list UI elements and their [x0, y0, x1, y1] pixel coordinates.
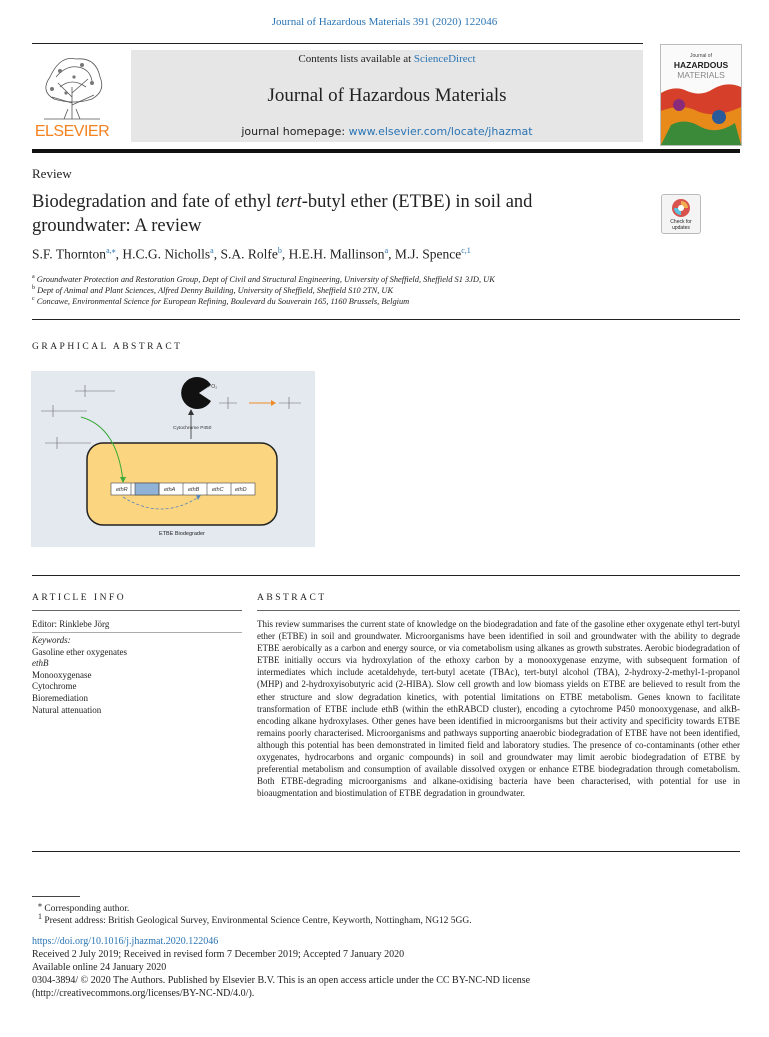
affiliation-text: Concawe, Environmental Science for European Refining, Boulevard du Souverain 165, 1160 Brussels, Belgium	[36, 296, 410, 306]
gene-label: ethD	[235, 487, 247, 493]
journal-cover-thumbnail[interactable]	[660, 44, 742, 146]
author-name[interactable]: S.F. Thornton	[32, 246, 107, 262]
keyword: ethB	[32, 658, 49, 669]
author-sup[interactable]: a,⁎	[106, 246, 116, 255]
keywords-list	[32, 635, 127, 716]
article-info-rule-2	[32, 632, 242, 633]
abstract-rule	[257, 610, 740, 611]
license-line-2[interactable]: (http://creativecommons.org/licenses/BY-NC-ND/4.0/).	[32, 988, 255, 999]
doi-link[interactable]: https://doi.org/10.1016/j.jhazmat.2020.122046	[32, 936, 219, 947]
homepage-prefix: journal homepage:	[241, 125, 349, 138]
footnote-text: Corresponding author.	[44, 904, 130, 915]
abstract-text: This review summarises the current state of knowledge on the biodegradation and fate of the gasoline ether oxygenate ethyl tert-butyl ether (ETBE) in soil and groundwater. Microorganisms have been identified in soil and groundwater with the ability to degrade ETBE aerobically as a carbon and energy source, or via cometabolism using alkanes as growth substrates. Aerobic biodegradation of ETBE initially occurs via hydroxylation of the ethoxy carbon by a monooxygenase enzyme, with subsequent formation of intermediates which include acetaldehyde, tert-butyl acetate (TBAc), tert-butyl alcohol (TBA), 2-hydroxy-2-methyl-1-propanol (MHP) and 2-hydroxyisobutyric acid (2-HIBA). Slow cell growth and low biomass yields on ETBE are believed to result from the ether structure and slow degradation kinetics, with potential limitations on ETBE metabolism. Genes known to facilitate transformation of ETBE include ethB (within the ethRABCD cluster), encoding a cytochrome P450 monooxygenase, and alkB-encoding alkane hydroxylases. Other genes have been identified in microorganisms but their activity and specificity towards ETBE remains poorly characterised. Microorganisms and pathways supporting anaerobic biodegradation of ETBE have not been identified, although this potential has been demonstrated in limited field and laboratory studies. The presence of co-contaminants (other ether oxygenates, hydrocarbons and organic compounds) in soil and groundwater may limit aerobic biodegradation of ETBE by preferential metabolism and consumption of available dissolved oxygen or enhance ETBE biodegradation through cometabolism. Both ETBE-degrading microorganisms and alkane-oxidising bacteria have been characterised, with potential for use in bioaugmentation and biostimulation of ETBE degradation in groundwater.	[257, 619, 740, 799]
sciencedirect-link[interactable]: ScienceDirect	[413, 53, 476, 65]
author-sup[interactable]: b	[277, 246, 282, 255]
editor-line: Editor: Rinklebe Jörg	[32, 619, 110, 629]
author-sup[interactable]: a	[210, 246, 214, 255]
gene-label: ethR	[116, 487, 128, 493]
affiliation-key: a	[32, 274, 35, 280]
footnote-text: Present address: British Geological Survey, Environmental Science Centre, Keyworth, Nottingham, NG12 5GG.	[44, 916, 472, 927]
etbe-pathway-diagram	[31, 371, 315, 547]
author-name[interactable]: H.C.G. Nicholls	[122, 246, 211, 262]
crossmark-line-2: updates	[672, 225, 690, 231]
header-rule-top	[32, 43, 643, 44]
affiliation-c	[32, 296, 409, 306]
affiliation-text: Groundwater Protection and Restoration Group, Dept of Civil and Structural Engineering, University of Sheffield, Sheffield S1 3JD, UK	[36, 274, 495, 284]
abstract-heading: ABSTRACT	[257, 593, 327, 603]
journal-reference[interactable]: Journal of Hazardous Materials 391 (2020) 122046	[271, 16, 498, 28]
header-rule-thick	[32, 149, 740, 153]
gene-label: ethC	[212, 487, 224, 493]
author-sup[interactable]: a	[384, 246, 389, 255]
journal-homepage-line	[131, 125, 643, 138]
cell-label: ETBE Biodegrader	[159, 531, 205, 537]
section-rule	[32, 319, 740, 320]
keywords-label: Keywords:	[32, 635, 71, 645]
keyword: Cytochrome	[32, 681, 77, 692]
cover-line-2: HAZARDOUS	[673, 60, 729, 70]
contents-prefix: Contents lists available at	[298, 53, 414, 65]
author-sup[interactable]: c,1	[461, 246, 471, 255]
section-rule	[32, 575, 740, 576]
title-part-2: -butyl ether (ETBE) in soil and groundwater: A review	[32, 192, 533, 236]
received-dates: Received 2 July 2019; Received in revised form 7 December 2019; Accepted 7 January 2020	[32, 949, 405, 960]
author-name[interactable]: M.J. Spence	[394, 246, 462, 262]
license-line-1: 0304-3894/ © 2020 The Authors. Published by Elsevier B.V. This is an open access article under the CC BY-NC-ND license	[32, 975, 531, 986]
article-info-rule	[32, 610, 242, 611]
authors-line: S.F. Thornton$^{a,⁎}$, H.C.G. Nicholls$^a$, S.A. Rolfe$^b$, H.E.H. Mallinson$^a$, M.J. Spence$^{c,1}$	[32, 246, 471, 262]
footnote-rule	[32, 896, 80, 897]
contents-available-line	[131, 53, 643, 65]
keyword: Bioremediation	[32, 692, 88, 703]
article-type: Review	[32, 166, 72, 181]
article-title	[32, 190, 622, 238]
graphical-abstract-heading: GRAPHICAL ABSTRACT	[32, 342, 183, 352]
footnote-mark: 1	[38, 912, 42, 921]
affiliation-a	[32, 274, 495, 284]
graphical-abstract-figure[interactable]	[31, 371, 315, 547]
check-for-updates-badge[interactable]	[661, 194, 701, 234]
title-part-1: Biodegradation and fate of ethyl	[32, 192, 277, 212]
affiliation-text: Dept of Animal and Plant Sciences, Alfred Denny Building, University of Sheffield, Sheffield S10 2TN, UK	[37, 285, 394, 295]
affiliation-key: b	[32, 285, 35, 291]
crossmark-icon	[662, 195, 700, 221]
crossmark-line-1: Check for	[670, 219, 692, 225]
cover-line-3: MATERIALS	[677, 70, 725, 80]
keyword: Natural attenuation	[32, 704, 102, 715]
etbe-molecule-icon	[41, 385, 115, 449]
article-info-heading: ARTICLE INFO	[32, 593, 127, 603]
author-name[interactable]: H.E.H. Mallinson	[288, 246, 385, 262]
enzyme-label: Cytochrome P450	[173, 426, 212, 431]
cover-line-1: Journal of	[690, 53, 712, 59]
gene-label: ethA	[164, 487, 176, 493]
author-name[interactable]: S.A. Rolfe	[220, 246, 278, 262]
affiliation-b	[32, 285, 393, 295]
homepage-link[interactable]: www.elsevier.com/locate/jhazmat	[348, 125, 533, 138]
footnote-mark: ⁎	[38, 900, 42, 909]
keyword: Monooxygenase	[32, 669, 92, 680]
elsevier-wordmark: ELSEVIER	[34, 123, 110, 140]
section-rule	[32, 851, 740, 852]
footnote-present-address	[38, 912, 472, 926]
title-italic: tert	[276, 192, 302, 212]
gene-label: ethB	[188, 487, 200, 493]
journal-title: Journal of Hazardous Materials	[267, 85, 507, 106]
keyword: Gasoline ether oxygenates	[32, 646, 127, 657]
available-online: Available online 24 January 2020	[32, 962, 167, 973]
affiliation-key: c	[32, 296, 35, 302]
oxygen-label: + O₂	[207, 384, 218, 390]
enzyme-pacman-icon	[181, 377, 211, 409]
